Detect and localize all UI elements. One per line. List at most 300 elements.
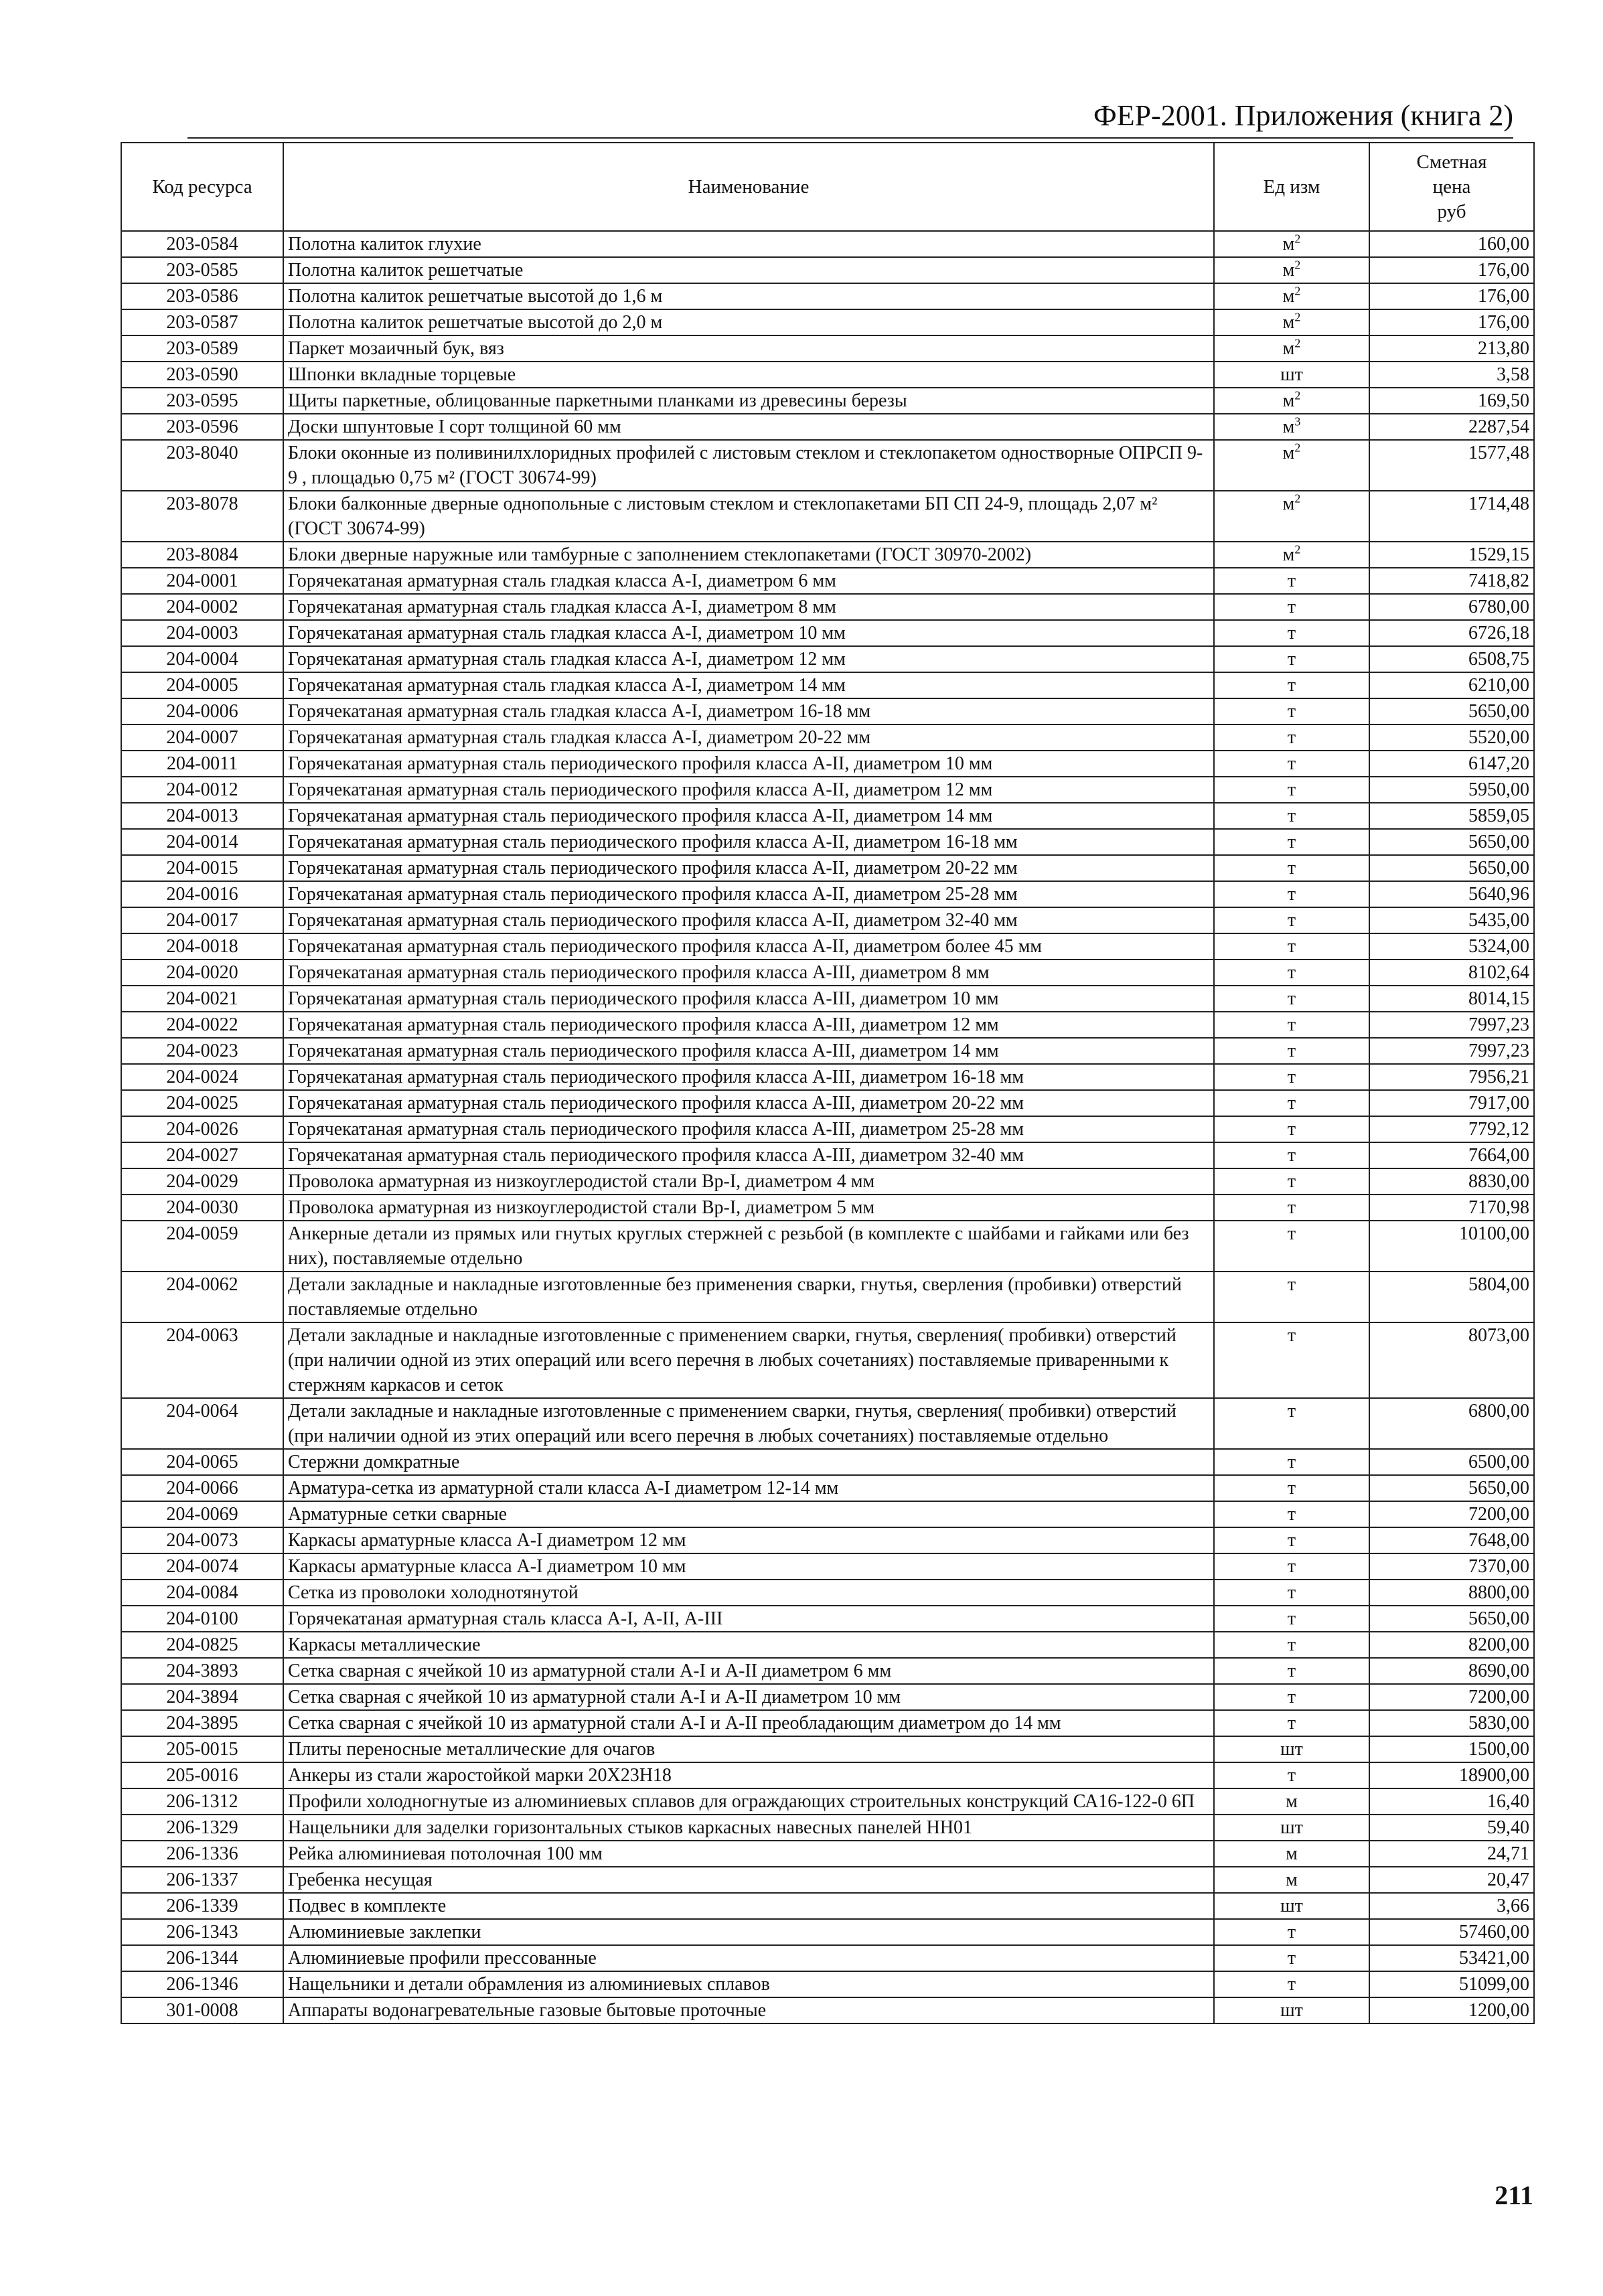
resource-unit: [1214, 440, 1369, 491]
resource-price: 7917,00: [1369, 1090, 1534, 1116]
resource-code: 204-0021: [121, 986, 283, 1012]
resource-code: 206-1312: [121, 1788, 283, 1815]
unit-text: т: [1287, 1325, 1296, 1346]
unit-text: т: [1287, 1197, 1296, 1218]
table-row: [121, 646, 1534, 672]
resource-unit: [1214, 960, 1369, 986]
resource-name: Сетка сварная с ячейкой 10 из арматурной стали А-I и А-II преобладающим диаметром до 14 мм: [283, 1710, 1214, 1736]
resource-unit: [1214, 855, 1369, 881]
table-row: [121, 1142, 1534, 1168]
resource-code: 204-0003: [121, 620, 283, 646]
resource-price: 5324,00: [1369, 933, 1534, 960]
resource-unit: [1214, 829, 1369, 855]
resource-unit: [1214, 1762, 1369, 1788]
table-row: [121, 1788, 1534, 1815]
resource-name: Горячекатаная арматурная сталь периодического профиля класса А-III, диаметром 20-22 мм: [283, 1090, 1214, 1116]
table-row: [121, 1322, 1534, 1398]
resource-name: Горячекатаная арматурная сталь периодического профиля класса А-III, диаметром 10 мм: [283, 986, 1214, 1012]
header-title: ФЕР-2001. Приложения (книга 2): [1093, 99, 1513, 132]
resource-name: Сетка сварная с ячейкой 10 из арматурной стали А-I и А-II диаметром 10 мм: [283, 1684, 1214, 1710]
resource-unit: [1214, 1580, 1369, 1606]
resource-code: 204-0023: [121, 1038, 283, 1064]
resource-unit: [1214, 491, 1369, 542]
resource-code: 203-0590: [121, 362, 283, 388]
unit-text: т: [1287, 1401, 1296, 1422]
resource-price: 8200,00: [1369, 1632, 1534, 1658]
resource-name: Подвес в комплекте: [283, 1893, 1214, 1919]
table-row: [121, 1195, 1534, 1221]
resource-name: Каркасы арматурные класса А-I диаметром 12 мм: [283, 1527, 1214, 1553]
unit-text: т: [1287, 1530, 1296, 1551]
resource-price: 5640,96: [1369, 881, 1534, 907]
resource-name: Полотна калиток глухие: [283, 231, 1214, 257]
table-row: [121, 698, 1534, 724]
resource-name: Алюминиевые профили прессованные: [283, 1945, 1214, 1971]
resource-price: 10100,00: [1369, 1221, 1534, 1272]
resource-unit: [1214, 1064, 1369, 1090]
resource-price: 8690,00: [1369, 1658, 1534, 1684]
resource-unit: [1214, 803, 1369, 829]
table-row: [121, 1221, 1534, 1272]
resource-code: 204-0004: [121, 646, 283, 672]
resource-name: Горячекатаная арматурная сталь периодического профиля класса А-II, диаметром более 45 мм: [283, 933, 1214, 960]
resource-price: 7648,00: [1369, 1527, 1534, 1553]
unit-text: т: [1287, 858, 1296, 878]
resource-price: 213,80: [1369, 335, 1534, 362]
unit-text: т: [1287, 1067, 1296, 1087]
resource-name: Рейка алюминиевая потолочная 100 мм: [283, 1841, 1214, 1867]
resource-price: 6210,00: [1369, 672, 1534, 698]
unit-text: т: [1287, 806, 1296, 826]
column-header-code: Код ресурса: [121, 143, 283, 231]
resource-name: Плиты переносные металлические для очагов: [283, 1736, 1214, 1762]
resource-code: 204-3895: [121, 1710, 283, 1736]
unit-text: т: [1287, 1093, 1296, 1114]
resource-price: 6500,00: [1369, 1449, 1534, 1475]
unit-text: м: [1286, 1791, 1298, 1812]
table-row: [121, 1710, 1534, 1736]
resource-unit: [1214, 257, 1369, 283]
resource-price: 51099,00: [1369, 1971, 1534, 1997]
column-header-price: [1369, 143, 1534, 231]
resource-price: 5650,00: [1369, 1475, 1534, 1501]
resource-price: 7370,00: [1369, 1553, 1534, 1580]
resource-unit: [1214, 335, 1369, 362]
table-row: [121, 1398, 1534, 1449]
resource-name: Проволока арматурная из низкоуглеродистой стали Вр-I, диаметром 5 мм: [283, 1195, 1214, 1221]
resource-unit: [1214, 1788, 1369, 1815]
unit-text: м: [1282, 338, 1295, 359]
table-row: [121, 1501, 1534, 1527]
resource-unit: [1214, 1272, 1369, 1322]
resource-unit: [1214, 1449, 1369, 1475]
column-header-name: Наименование: [283, 143, 1214, 231]
resource-code: 203-0595: [121, 388, 283, 414]
resource-name: Блоки дверные наружные или тамбурные с заполнением стеклопакетами (ГОСТ 30970-2002): [283, 542, 1214, 568]
resource-code: 206-1346: [121, 1971, 283, 1997]
unit-text: т: [1287, 936, 1296, 957]
unit-text: шт: [1280, 1817, 1303, 1838]
resource-name: Детали закладные и накладные изготовленные без применения сварки, гнутья, сверления (пробивки) отверстий поставляемые отдельно: [283, 1272, 1214, 1322]
resource-unit: [1214, 1684, 1369, 1710]
resource-unit: [1214, 1501, 1369, 1527]
table-row: [121, 1449, 1534, 1475]
table-row: [121, 257, 1534, 283]
resource-price: 8014,15: [1369, 986, 1534, 1012]
resource-unit: [1214, 1919, 1369, 1945]
resource-name: Профили холодногнутые из алюминиевых сплавов для ограждающих строительных конструкций СА16-122-0 6П: [283, 1788, 1214, 1815]
table-row: [121, 751, 1534, 777]
table-row: [121, 1475, 1534, 1501]
resource-unit: [1214, 1221, 1369, 1272]
resource-price: 6800,00: [1369, 1398, 1534, 1449]
unit-text: т: [1287, 1634, 1296, 1655]
resource-unit: [1214, 1997, 1369, 2023]
resource-price: 7664,00: [1369, 1142, 1534, 1168]
resource-name: Горячекатаная арматурная сталь периодического профиля класса А-II, диаметром 25-28 мм: [283, 881, 1214, 907]
unit-text: м: [1282, 390, 1295, 411]
resource-price: 7997,23: [1369, 1012, 1534, 1038]
resource-name: Сетка сварная с ячейкой 10 из арматурной стали А-I и А-II диаметром 6 мм: [283, 1658, 1214, 1684]
resource-unit: [1214, 388, 1369, 414]
resource-unit: [1214, 414, 1369, 440]
resource-price: 3,66: [1369, 1893, 1534, 1919]
resource-unit: [1214, 1475, 1369, 1501]
table-header-row: [121, 143, 1534, 231]
resource-price: 176,00: [1369, 257, 1534, 283]
resource-code: 206-1336: [121, 1841, 283, 1867]
resource-code: 203-0596: [121, 414, 283, 440]
unit-text: т: [1287, 597, 1296, 617]
resource-name: Паркет мозаичный бук, вяз: [283, 335, 1214, 362]
resource-name: Детали закладные и накладные изготовленные с применением сварки, гнутья, сверления( пробивки) отверстий (при наличии одной из этих операций или всего перечня в любых сочетаниях) поставляемые отдельно: [283, 1398, 1214, 1449]
resource-code: 206-1329: [121, 1815, 283, 1841]
resource-name: Горячекатаная арматурная сталь гладкая класса А-I, диаметром 20-22 мм: [283, 724, 1214, 751]
resource-code: 204-0018: [121, 933, 283, 960]
resource-price: 5830,00: [1369, 1710, 1534, 1736]
table-row: [121, 855, 1534, 881]
resource-name: Горячекатаная арматурная сталь периодического профиля класса А-II, диаметром 16-18 мм: [283, 829, 1214, 855]
unit-text: т: [1287, 884, 1296, 905]
resource-name: Анкеры из стали жаростойкой марки 20Х23Н18: [283, 1762, 1214, 1788]
resource-price: 5650,00: [1369, 1606, 1534, 1632]
resource-unit: [1214, 1116, 1369, 1142]
resource-name: Нащельники и детали обрамления из алюминиевых сплавов: [283, 1971, 1214, 1997]
unit-text: т: [1287, 701, 1296, 722]
resource-name: Алюминиевые заклепки: [283, 1919, 1214, 1945]
unit-exponent: 2: [1294, 258, 1301, 272]
resource-price: 2287,54: [1369, 414, 1534, 440]
unit-text: м: [1282, 312, 1295, 333]
table-row: [121, 1658, 1534, 1684]
table-row: [121, 283, 1534, 309]
resource-price: 5650,00: [1369, 855, 1534, 881]
resource-code: 206-1339: [121, 1893, 283, 1919]
unit-text: шт: [1280, 1739, 1303, 1760]
resource-code: 204-0084: [121, 1580, 283, 1606]
resource-price: 6780,00: [1369, 594, 1534, 620]
resource-name: Горячекатаная арматурная сталь периодического профиля класса А-III, диаметром 16-18 мм: [283, 1064, 1214, 1090]
resource-name: Горячекатаная арматурная сталь гладкая класса А-I, диаметром 6 мм: [283, 568, 1214, 594]
resource-unit: [1214, 1893, 1369, 1919]
resource-unit: [1214, 568, 1369, 594]
resource-unit: [1214, 1527, 1369, 1553]
resource-name: Анкерные детали из прямых или гнутых круглых стержней с резьбой (в комплекте с шайбами и гайками или без них), поставляемые отдельно: [283, 1221, 1214, 1272]
unit-text: т: [1287, 1014, 1296, 1035]
table-row: [121, 1997, 1534, 2023]
unit-text: т: [1287, 649, 1296, 670]
resource-unit: [1214, 283, 1369, 309]
resource-price: 3,58: [1369, 362, 1534, 388]
resource-code: 204-3893: [121, 1658, 283, 1684]
resource-code: 205-0016: [121, 1762, 283, 1788]
unit-text: т: [1287, 1145, 1296, 1166]
resource-name: Горячекатаная арматурная сталь периодического профиля класса А-III, диаметром 32-40 мм: [283, 1142, 1214, 1168]
unit-text: т: [1287, 1582, 1296, 1603]
resource-code: 204-0020: [121, 960, 283, 986]
table-row: [121, 960, 1534, 986]
resource-code: 204-0074: [121, 1553, 283, 1580]
unit-text: шт: [1280, 2000, 1303, 2021]
table-row: [121, 1632, 1534, 1658]
unit-text: м: [1282, 493, 1295, 514]
resource-name: Гребенка несущая: [283, 1867, 1214, 1893]
table-row: [121, 231, 1534, 257]
unit-text: т: [1287, 1119, 1296, 1140]
resource-price: 6147,20: [1369, 751, 1534, 777]
unit-exponent: 2: [1294, 441, 1301, 455]
unit-text: шт: [1280, 1896, 1303, 1916]
resource-price: 5520,00: [1369, 724, 1534, 751]
resource-name: Блоки балконные дверные однопольные с листовым стеклом и стеклопакетами БП СП 24-9, площадь 2,07 м² (ГОСТ 30674-99): [283, 491, 1214, 542]
table-row: [121, 568, 1534, 594]
resource-code: 204-0062: [121, 1272, 283, 1322]
table-row: [121, 1012, 1534, 1038]
resource-unit: [1214, 1736, 1369, 1762]
table-row: [121, 1919, 1534, 1945]
resource-name: Каркасы арматурные класса А-I диаметром 10 мм: [283, 1553, 1214, 1580]
resource-name: Горячекатаная арматурная сталь периодического профиля класса А-II, диаметром 10 мм: [283, 751, 1214, 777]
resource-code: 206-1344: [121, 1945, 283, 1971]
unit-text: м: [1282, 416, 1295, 437]
resource-code: 203-0589: [121, 335, 283, 362]
page-number: 211: [1495, 2180, 1533, 2210]
resource-unit: [1214, 907, 1369, 933]
table-row: [121, 362, 1534, 388]
resource-code: 204-0013: [121, 803, 283, 829]
resource-code: 204-3894: [121, 1684, 283, 1710]
resource-price: 7997,23: [1369, 1038, 1534, 1064]
table-row: [121, 1684, 1534, 1710]
unit-text: т: [1287, 753, 1296, 774]
unit-text: т: [1287, 675, 1296, 696]
resource-unit: [1214, 1398, 1369, 1449]
resource-price: 6726,18: [1369, 620, 1534, 646]
resource-name: Полотна калиток решетчатые высотой до 1,6 м: [283, 283, 1214, 309]
resource-price: 169,50: [1369, 388, 1534, 414]
resource-price: 16,40: [1369, 1788, 1534, 1815]
unit-text: т: [1287, 727, 1296, 748]
table-row: [121, 803, 1534, 829]
resource-name: Горячекатаная арматурная сталь гладкая класса А-I, диаметром 16-18 мм: [283, 698, 1214, 724]
resource-unit: [1214, 594, 1369, 620]
unit-text: т: [1287, 1556, 1296, 1577]
resource-unit: [1214, 724, 1369, 751]
unit-text: м: [1282, 234, 1295, 254]
unit-exponent: 3: [1294, 414, 1301, 429]
unit-text: т: [1287, 1922, 1296, 1942]
resource-name: Каркасы металлические: [283, 1632, 1214, 1658]
resource-name: Горячекатаная арматурная сталь гладкая класса А-I, диаметром 8 мм: [283, 594, 1214, 620]
table-row: [121, 881, 1534, 907]
table-row: [121, 335, 1534, 362]
resource-code: 204-0002: [121, 594, 283, 620]
table-row: [121, 777, 1534, 803]
unit-text: т: [1287, 1223, 1296, 1244]
resource-unit: [1214, 986, 1369, 1012]
table-row: [121, 1945, 1534, 1971]
table-row: [121, 1038, 1534, 1064]
resource-name: Горячекатаная арматурная сталь периодического профиля класса А-III, диаметром 25-28 мм: [283, 1116, 1214, 1142]
unit-text: т: [1287, 779, 1296, 800]
resource-price: 1577,48: [1369, 440, 1534, 491]
resource-code: 203-0586: [121, 283, 283, 309]
table-row: [121, 1580, 1534, 1606]
unit-exponent: 2: [1294, 388, 1301, 402]
resource-unit: [1214, 1867, 1369, 1893]
table-row: [121, 1762, 1534, 1788]
unit-text: м: [1282, 286, 1295, 307]
resource-name: Шпонки вкладные торцевые: [283, 362, 1214, 388]
resource-code: 203-8040: [121, 440, 283, 491]
unit-text: т: [1287, 1274, 1296, 1295]
resource-code: 204-0059: [121, 1221, 283, 1272]
unit-text: т: [1287, 1687, 1296, 1707]
table-row: [121, 672, 1534, 698]
table-row: [121, 907, 1534, 933]
unit-text: м: [1286, 1869, 1298, 1890]
unit-text: т: [1287, 1974, 1296, 1995]
resource-unit: [1214, 672, 1369, 698]
resource-unit: [1214, 542, 1369, 568]
resource-name: Сетка из проволоки холоднотянутой: [283, 1580, 1214, 1606]
table-row: [121, 594, 1534, 620]
unit-text: т: [1287, 1713, 1296, 1734]
resource-code: 204-0006: [121, 698, 283, 724]
resource-code: 204-0016: [121, 881, 283, 907]
table-row: [121, 440, 1534, 491]
resource-price: 7170,98: [1369, 1195, 1534, 1221]
resource-name: Горячекатаная арматурная сталь периодического профиля класса А-III, диаметром 8 мм: [283, 960, 1214, 986]
table-row: [121, 829, 1534, 855]
column-header-unit: Ед изм: [1214, 143, 1369, 231]
resource-unit: [1214, 1710, 1369, 1736]
resource-code: 204-0017: [121, 907, 283, 933]
resource-unit: [1214, 1841, 1369, 1867]
resource-name: Горячекатаная арматурная сталь гладкая класса А-I, диаметром 14 мм: [283, 672, 1214, 698]
resource-name: Доски шпунтовые I сорт толщиной 60 мм: [283, 414, 1214, 440]
resource-code: 206-1343: [121, 1919, 283, 1945]
resource-price: 5650,00: [1369, 698, 1534, 724]
price-header-line: цена: [1432, 175, 1471, 198]
table-row: [121, 1090, 1534, 1116]
resource-unit: [1214, 1142, 1369, 1168]
resource-name: Арматурные сетки сварные: [283, 1501, 1214, 1527]
resource-code: 203-8078: [121, 491, 283, 542]
table-row: [121, 414, 1534, 440]
resource-code: 203-0585: [121, 257, 283, 283]
table-row: [121, 1168, 1534, 1195]
table-row: [121, 309, 1534, 335]
resource-code: 204-0030: [121, 1195, 283, 1221]
unit-text: т: [1287, 1504, 1296, 1525]
table-row: [121, 1527, 1534, 1553]
resource-code: 301-0008: [121, 1997, 283, 2023]
resource-code: 204-0007: [121, 724, 283, 751]
table-row: [121, 1841, 1534, 1867]
resource-unit: [1214, 1945, 1369, 1971]
resource-code: 204-0063: [121, 1322, 283, 1398]
unit-text: т: [1287, 988, 1296, 1009]
unit-exponent: 2: [1294, 491, 1301, 506]
resource-price: 8073,00: [1369, 1322, 1534, 1398]
unit-text: т: [1287, 570, 1296, 591]
resource-code: 204-0825: [121, 1632, 283, 1658]
resource-name: Горячекатаная арматурная сталь периодического профиля класса А-II, диаметром 14 мм: [283, 803, 1214, 829]
resource-name: Горячекатаная арматурная сталь гладкая класса А-I, диаметром 12 мм: [283, 646, 1214, 672]
resource-name: Горячекатаная арматурная сталь гладкая класса А-I, диаметром 10 мм: [283, 620, 1214, 646]
resource-price: 1200,00: [1369, 1997, 1534, 2023]
resource-code: 203-8084: [121, 542, 283, 568]
table-row: [121, 724, 1534, 751]
resource-price: 176,00: [1369, 283, 1534, 309]
table-row: [121, 933, 1534, 960]
table-row: [121, 1893, 1534, 1919]
resource-name: Горячекатаная арматурная сталь периодического профиля класса А-III, диаметром 12 мм: [283, 1012, 1214, 1038]
table-row: [121, 1553, 1534, 1580]
resource-name: Арматура-сетка из арматурной стали класса А-I диаметром 12-14 мм: [283, 1475, 1214, 1501]
unit-text: т: [1287, 910, 1296, 931]
resource-price: 53421,00: [1369, 1945, 1534, 1971]
resource-price: 1529,15: [1369, 542, 1534, 568]
resource-name: Полотна калиток решетчатые высотой до 2,0 м: [283, 309, 1214, 335]
resource-unit: [1214, 1632, 1369, 1658]
table-row: [121, 1736, 1534, 1762]
table-row: [121, 1815, 1534, 1841]
resource-price: 24,71: [1369, 1841, 1534, 1867]
resource-code: 204-0015: [121, 855, 283, 881]
resource-unit: [1214, 1815, 1369, 1841]
resource-unit: [1214, 881, 1369, 907]
resource-code: 203-0587: [121, 309, 283, 335]
resource-code: 204-0001: [121, 568, 283, 594]
resource-price: 7956,21: [1369, 1064, 1534, 1090]
resource-price: 1500,00: [1369, 1736, 1534, 1762]
resource-code: 204-0005: [121, 672, 283, 698]
resource-code: 204-0029: [121, 1168, 283, 1195]
table-row: [121, 620, 1534, 646]
unit-text: т: [1287, 1765, 1296, 1786]
table-row: [121, 491, 1534, 542]
unit-exponent: 2: [1294, 310, 1301, 324]
resource-code: 204-0026: [121, 1116, 283, 1142]
unit-text: т: [1287, 1948, 1296, 1969]
resource-code: 204-0073: [121, 1527, 283, 1553]
resource-code: 203-0584: [121, 231, 283, 257]
resource-name: Полотна калиток решетчатые: [283, 257, 1214, 283]
unit-text: т: [1287, 832, 1296, 852]
resource-price: 57460,00: [1369, 1919, 1534, 1945]
